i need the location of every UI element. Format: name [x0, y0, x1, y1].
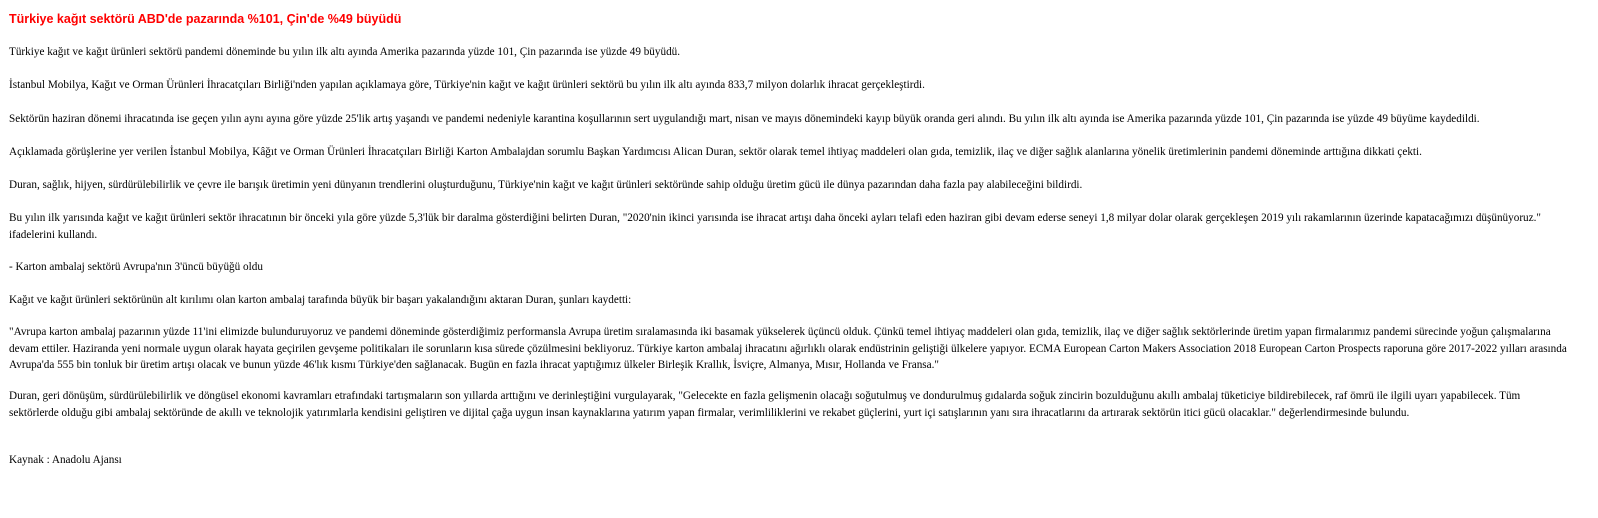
article-source: Kaynak : Anadolu Ajansı	[9, 454, 122, 466]
article-paragraph: İstanbul Mobilya, Kağıt ve Orman Ürünleri İhracatçıları Birliği'nden yapılan açıklamaya göre, Türkiye'nin kağıt ve kağıt ürünleri sektörü bu yılın ilk altı ayında 833,7 milyon dolarlık ihracat gerçekleştirdi.	[9, 79, 925, 91]
article-paragraph: Sektörün haziran dönemi ihracatında ise geçen yılın aynı ayına göre yüzde 25'lik artış yaşandı ve pandemi nedeniyle karantina koşullarının sert uygulandığı mart, nisan ve mayıs dönemindeki kayıp büyük oranda geri alındı. Bu yılın ilk altı ayında ise Amerika pazarında yüzde 101, Çin pazarında ise yüzde 49 büyüme kaydedildi.	[9, 113, 1480, 125]
article-quote-paragraph: "Avrupa karton ambalaj pazarının yüzde 11'ini elimizde bulunduruyoruz ve pandemi döneminde gösterdiğimiz performansla Avrupa üretim sıralamasında iki basamak yükselerek üçüncü olduk. Çünkü temel ihtiyaç maddeleri olan gıda, temizlik, ilaç ve diğer sağlık sektörlerinde üretim yapan firmalarımız pandemi sürecinde yoğun çalışmalarına devam ettiler. Haziranda yeni normale uygun olarak hayata geçirilen gevşeme politikaları ile sorunların kısa sürede çözülmesini bekliyoruz. Türkiye karton ambalaj ihracatını ağırlıklı olarak endüstrinin geliştiği ülkelere yapıyor. ECMA European Carton Makers Association 2018 European Carton Prospects raporuna göre 2017-2022 yılları arasında Avrupa'da 555 bin tonluk bir üretim artışı olacak ve bunun yüzde 46'lık kısmı Türkiye'den sağlanacak. Bugün en fazla ihracat yaptığımız ülkeler Birleşik Krallık, İsviçre, Almanya, Mısır, Hollanda ve Fransa."	[9, 326, 1567, 371]
headline-container	[9, 0, 401, 27]
article-paragraph: Kağıt ve kağıt ürünleri sektörünün alt kırılımı olan karton ambalaj tarafında büyük bir başarı yakalandığını aktaran Duran, şunları kaydetti:	[9, 294, 632, 306]
article-paragraph: Bu yılın ilk yarısında kağıt ve kağıt ürünleri sektör ihracatının bir önceki yıla göre yüzde 5,3'lük bir daralma gösterdiğini belirten Duran, "2020'nin ikinci yarısında ise ihracat artışı daha önceki ayları telafi eden haziran gibi devam ederse seneyi 1,8 milyar dolar olarak gerçekleşen 2019 yılı rakamlarının üzerinde kapatacağımızı düşünüyoruz." ifadelerini kullandı.	[9, 212, 1541, 241]
article-paragraph: Türkiye kağıt ve kağıt ürünleri sektörü pandemi döneminde bu yılın ilk altı ayında Amerika pazarında yüzde 101, Çin pazarında ise yüzde 49 büyüdü.	[9, 46, 681, 58]
article-headline: Türkiye kağıt sektörü ABD'de pazarında %101, Çin'de %49 büyüdü	[9, 12, 402, 26]
article-subheading: - Karton ambalaj sektörü Avrupa'nın 3'üncü büyüğü oldu	[9, 261, 263, 273]
article-paragraph: Duran, geri dönüşüm, sürdürülebilirlik ve döngüsel ekonomi kavramları etrafındaki tartışmaların son yıllarda arttığını ve derinleştiğini vurgulayarak, "Gelecekte en fazla gelişmenin olacağı soğutulmuş ve dondurulmuş gıdalarda soğuk zincirin bozulduğunu akıllı ambalaj tüketiciye bildirebilecek, raf ömrü ile ilgili uyarı yapabilecek. Tüm sektörlerde olduğu gibi ambalaj sektöründe de akıllı ve teknolojik yatırımlarla kendisini geliştiren ve dijital çağa uygun insan kaynaklarına yatırım yapan firmalar, verimliliklerini ve rekabet güçlerini, yurt içi satışlarının yanı sıra ihracatlarını da artırarak sektörün itici gücü olacaklar." değerlendirmesinde bulundu.	[9, 390, 1521, 419]
article-paragraph: Duran, sağlık, hijyen, sürdürülebilirlik ve çevre ile barışık üretimin yeni dünyanın trendlerini oluşturduğunu, Türkiye'nin kağıt ve kağıt ürünleri sektöründe sahip olduğu üretim gücü ile dünya pazarından daha fazla pay alabileceğini bildirdi.	[9, 179, 1083, 191]
article-paragraph: Açıklamada görüşlerine yer verilen İstanbul Mobilya, Kâğıt ve Orman Ürünleri İhracatçıları Birliği Karton Ambalajdan sorumlu Başkan Yardımcısı Alican Duran, sektör olarak temel ihtiyaç maddeleri olan gıda, temizlik, ilaç ve diğer sağlık alanlarına yönelik üretimlerinin pandemi döneminde arttığına dikkati çekti.	[9, 146, 1422, 158]
